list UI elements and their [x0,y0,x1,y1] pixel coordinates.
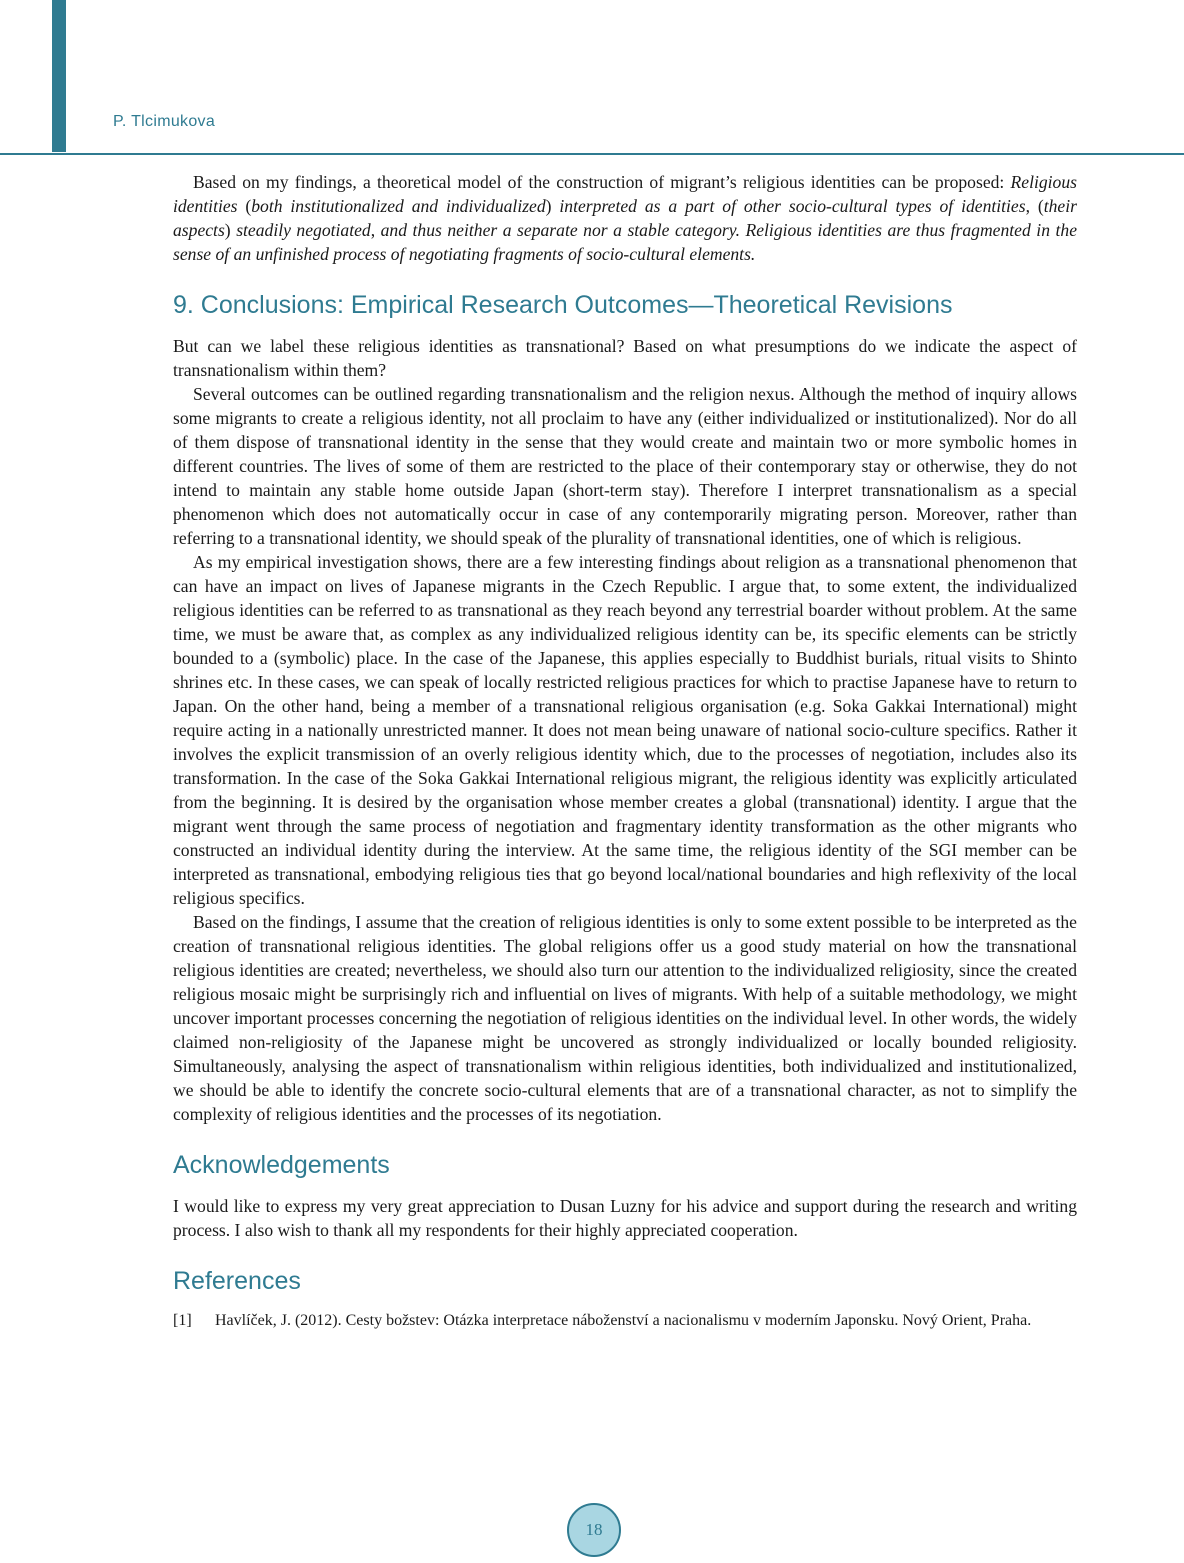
conclusions-heading: 9. Conclusions: Empirical Research Outcomes—Theoretical Revisions [173,291,953,319]
model-text-4: ) [224,220,237,240]
model-lead: Based on my findings, a theoretical model of the construction of migrant’s religious identities can be proposed: [193,172,1011,192]
model-italic-3: interpreted as a part of other socio-cultural types of identities [559,196,1026,216]
conclusions-paragraph-3: As my empirical investigation shows, there are a few interesting findings about religion as a transnational phenomenon that can have an impact on lives of Japanese migrants in the Czech Republic. I argue that, to some extent, the individualized religious identities can be referred to as transnational as they reach beyond any terrestrial boarder without problem. At the same time, we must be aware that, as complex as any individualized religious identity can be, its specific elements can be strictly bounded to a (symbolic) place. In the case of the Japanese, this applies especially to Buddhist burials, ritual visits to Shinto shrines etc. In these cases, we can speak of locally restricted religious practices for which to practise Japanese have to return to Japan. On the other hand, being a member of a transnational religious organisation (e.g. Soka Gakkai International) might require acting in a nationally unrestricted manner. It does not mean being unaware of national socio-culture specifics. Rather it involves the explicit transmission of an overly religious identity which, due to the processes of negotiation, includes also its transformation. In the case of the Soka Gakkai International religious migrant, the religious identity was explicitly articulated from the beginning. It is desired by the organisation whose member creates a global (transnational) identity. I argue that the migrant went through the same process of negotiation and fragmentary identity transformation as the other migrants who constructed an individual identity during the interview. At the same time, the religious identity of the SGI member can be interpreted as transnational, embodying religious ties that go beyond local/national boundaries and high reflexivity of the local religious specifics. [173,552,1077,908]
reference-text: Havlíček, J. (2012). Cesty božstev: Otázka interpretace náboženství a nacionalismu v moderním Japonsku. Nový Orient, Praha. [215,1312,1032,1329]
model-italic-1: Religious identities [173,172,1077,216]
model-italic-2: both institutionalized and individualized [251,196,546,216]
reference-number: [1] [173,1312,192,1329]
model-text-5: , [370,220,381,240]
header-accent-bar [52,0,66,152]
conclusions-paragraph-2: Several outcomes can be outlined regarding transnationalism and the religion nexus. Although the method of inquiry allows some migrants to create a religious identity, not all proclaim to have any (either individualized or institutionalized). Nor do all of them dispose of transnational identity in the sense that they would create and maintain two or more symbolic homes in different countries. The lives of some of them are restricted to the place of their contemporary stay or otherwise, they do not intend to maintain any stable home outside Japan (short-term stay). Therefore I interpret transnationalism as a special phenomenon which does not automatically occur in case of any contemporarily migrating person. Moreover, rather than referring to a transnational identity, we should speak of the plurality of transnational identities, one of which is religious. [173,384,1077,548]
running-head: P. Tlcimukova [113,113,216,130]
conclusions-paragraph-1: But can we label these religious identities as transnational? Based on what presumptions do we indicate the aspect of transnationalism within them? [173,336,1077,380]
references-heading: References [173,1267,301,1295]
model-text-3: , ( [1025,196,1044,216]
article-body [173,170,1077,1331]
acknowledgements-text: I would like to express my very great appreciation to Dusan Luzny for his advice and support during the research and writing process. I also wish to thank all my respondents for their highly appreciated cooperation. [173,1196,1077,1240]
header-rule [0,153,1184,155]
reference-item [173,1310,1077,1331]
model-text-1: ( [237,196,252,216]
model-italic-6: and thus neither a separate nor a stable category. Religious identities are thus fragmented in the sense of an unfinished process of negotiating fragments of socio-cultural elements. [173,220,1078,264]
model-italic-5: steadily negotiated [236,220,371,240]
model-paragraph [173,170,1077,266]
model-italic-4: their aspects [173,196,1077,240]
conclusions-paragraph-4: Based on the findings, I assume that the creation of religious identities is only to some extent possible to be interpreted as the creation of transnational religious identities. The global religions offer us a good study material on how the transnational religious identities are created; nevertheless, we should also turn our attention to the individualized religiosity, since the created religious mosaic might be surprisingly rich and influential on lives of migrants. With help of a suitable methodology, we might uncover important processes concerning the negotiation of religious identities on the individual level. In other words, the widely claimed non-religiosity of the Japanese might be uncovered as strongly individualized or locally bounded religiosity. Simultaneously, analysing the aspect of transnationalism within religious identities, both individualized and institutionalized, we should be able to identify the concrete socio-cultural elements that are of a transnational character, as not to simplify the complexity of religious identities and the processes of its negotiation. [173,912,1077,1124]
model-text-2: ) [545,196,560,216]
page-number-badge: 18 [567,1503,621,1557]
acknowledgements-heading: Acknowledgements [173,1151,390,1179]
